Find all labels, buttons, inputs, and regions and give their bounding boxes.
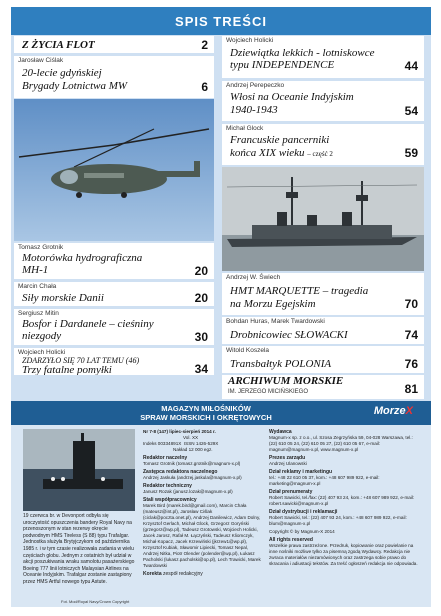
entry-page-number: 74 <box>404 328 418 342</box>
advertising: tel.: +48 22 610 05 37, kom.: +48 607 989 922, e-mail: marketing@magnum-x.pl <box>269 475 380 486</box>
entry-title-line: Transbałtyk POLONIA <box>230 358 332 370</box>
entry-title-line <box>230 147 333 160</box>
contributors: Marek Bird (marek.bird@gmail.com), Marcin Chała (mateusz@int.pl), Jarosław Ciślak (ciclak@poczta.onet.pl), Andrzej Danilewicz, Adam Dolny, Krzysztof Gerlach, Michał Glock, Grzegorz Goryński (grzegorz@wp.pl), Tadeusz Grotowski, Wojciech Holicki, Jacek Jarosz, Rafał M. Łączyński, Tadeusz Kliomczyk, Michał Kopacz, Jacek Krzewiński (jkrzew1@wp.pl), Krzysztof Kubiak, Sławomir Lipiecki, Tomasz Nepal, Andrzej Nitka, Piotr Olender (polender@wp.pl), Łukasz Pacholski (lukasz.pacholski@op.pl), Lech Trawicki, Marek Twardowski <box>143 503 261 568</box>
entry-page-number: 59 <box>404 146 418 160</box>
proofreading-label: Korekta <box>143 571 162 577</box>
entry-author: Andrzej W. Świech <box>226 274 281 281</box>
toc-entry-slowacki[interactable] <box>222 317 424 344</box>
photo-caption: 19 czerwca br. w Devonport odbyła się uroczystość opuszczenia bandery Royal Navy na przenoszonym w stan rezerwy okręcie podwodnym HMS Tireless (S 88) typu Trafalgar. Jednostka służyła Brytyjczykom od października 1985 r. i w tym czasie realizowała zadania w wielu częściach globu. Jednym z ostatnich był udział w akcji poszukiwania wraku samolotu pasażerskiego Boeing 777 linii lotniczych Malaysian Airlines na Oceanie Indyjskim. Trafalgar zostanie zastąpiony przez HMS Artful nowego typu Astute. <box>23 513 135 585</box>
ceo-heading: Prezes zarządu <box>269 455 306 461</box>
issn: ISSN 1426-529X <box>183 441 219 446</box>
helicopter-photo <box>14 99 214 241</box>
entry-title-text: końca XIX wieku <box>230 147 305 159</box>
entry-title: Z ŻYCIA FLOT <box>22 39 95 51</box>
proofreading-heading <box>143 571 261 577</box>
volume: Vol. XX <box>183 435 199 440</box>
magazine-name-line1: MAGAZYN MIŁOŚNIKÓW <box>161 404 251 413</box>
publisher: Magnum-x sp. z o.o., ul. Szosa Zegrzyńska 59, 04-028 Warszawa, tel.: (22) 610 05 24, (22) 610 05 27, (22) 610 05 67, e-mail: magnum@magnum-x.pl, www.magnum-x.pl <box>269 435 413 452</box>
entry-page-number: 44 <box>404 59 418 73</box>
entry-author: Wojciech Holicki <box>18 349 66 356</box>
entry-page-number: 20 <box>194 291 208 305</box>
entry-page-number: 70 <box>404 297 418 311</box>
entry-author: Bohdan Huras, Marek Twardowski <box>226 318 325 325</box>
entry-author: Tomasz Grotnik <box>18 244 64 251</box>
entry-title-line: HMT MARQUETTE – tragedia <box>230 285 369 297</box>
entry-title-line: na Morzu Egejskim <box>230 298 316 310</box>
toc-entry-independence[interactable] <box>222 36 424 78</box>
entry-subtitle: – część 2 <box>307 150 333 158</box>
toc-entry-motorowka[interactable] <box>14 243 214 279</box>
entry-title-line: Drobnicowiec SŁOWACKI <box>230 329 348 341</box>
toc-entry-polonia[interactable] <box>222 346 424 373</box>
toc-entry-marquette[interactable] <box>222 273 424 315</box>
entry-subtitle: IM. JERZEGO MICIŃSKIEGO <box>228 389 309 395</box>
toc-entry-pomylki[interactable] <box>14 348 214 375</box>
distribution: Robert Sawicki, tel.: (22) 407 93 24, kom.: +48 607 989 922, e-mail: blum@magnum-x.pl <box>269 515 407 526</box>
entry-title-line: Francuskie pancerniki <box>230 134 330 146</box>
circulation: Nakład 12 000 egz. <box>173 447 213 452</box>
photo-credit: Fot. Mod/Royal Navy/Crown Copyright <box>61 599 130 604</box>
entry-author: Sergiusz Mitin <box>18 310 59 317</box>
advertising-heading: Dział reklamy i marketingu <box>269 469 333 475</box>
entry-author: Wojciech Holicki <box>226 37 274 44</box>
editor-in-chief: Tomasz Grotnik (tomasz.grotnik@magnum-x.pl) <box>143 461 241 466</box>
publisher-heading: Wydawca <box>269 429 292 435</box>
logo-text: Morze <box>373 405 406 417</box>
entry-title-line: typu INDEPENDENCE <box>230 59 335 71</box>
deputy-editor: Andrzej Jaskuła (andrzej.jaskula@magnum-x.pl) <box>143 475 242 480</box>
toc-entry-brygada[interactable] <box>14 56 214 98</box>
toc-entry-dania[interactable] <box>14 282 214 306</box>
entry-title-line: Motorówka hydrograficzna <box>22 252 143 264</box>
entry-title-line: 20-lecie gdyńskiej <box>22 67 102 79</box>
distribution-heading: Dział dystrybucji i reklamacji <box>269 509 338 515</box>
entry-page-number: 54 <box>404 104 418 118</box>
technical-editor-heading: Redaktor techniczny <box>143 483 192 489</box>
rights: Wszelkie prawa zastrzeżone. Przedruk, kopiowanie oraz powielanie na inne nośniki możliwe tylko za pisemną zgodą Wydawcy. Redakcja nie zwraca materiałów niezamówionych oraz zastrzega sobie prawo do skracania i adiustacji tekstów. Za treść ogłoszeń redakcja nie odpowiada. <box>269 543 418 566</box>
submarine-photo <box>23 429 135 511</box>
magazine-name-line2: SPRAW MORSKICH I OKRĘTOWYCH <box>140 413 272 422</box>
subscription: Robert Sawicki, tel./fax: (22) 407 93 24, kom.: +48 607 989 922, e-mail: robert.sawicki@magnum-x.pl <box>269 495 415 506</box>
editor-in-chief-heading: Redaktor naczelny <box>143 455 188 461</box>
entry-title-line: Włosi na Oceanie Indyjskim <box>230 91 354 103</box>
entry-page-number: 34 <box>194 362 208 375</box>
magazine-logo <box>374 405 413 417</box>
entry-title-line: 1940-1943 <box>230 104 278 116</box>
entry-page-number: 30 <box>194 330 208 344</box>
entry-title-line: Dziewiątka lekkich - lotniskowce <box>230 47 375 59</box>
entry-page-number: 2 <box>201 38 208 52</box>
toc-entry-z-zycia-flot[interactable] <box>14 36 214 53</box>
toc-entry-archiwum[interactable] <box>222 375 424 399</box>
entry-author: Jarosław Ciślak <box>18 57 64 64</box>
toc-entry-pancerniki[interactable] <box>222 124 424 165</box>
entry-title-line: ZDARZYŁO SIĘ 70 LAT TEMU (46) <box>22 356 140 365</box>
magazine-banner <box>11 401 431 425</box>
toc-entry-wlosi[interactable] <box>222 81 424 121</box>
index-number: Indeks 00334891X <box>143 441 182 446</box>
entry-title-line: Brygady Lotnictwa MW <box>22 80 128 92</box>
toc-entry-bosfor[interactable] <box>14 309 214 345</box>
subscription-heading: Dział prenumeraty <box>269 489 313 495</box>
entry-title-line: Trzy fatalne pomyłki <box>22 364 112 375</box>
entry-title-line: Bosfor i Dardanele – cieśniny <box>22 318 154 330</box>
entry-title: ARCHIWUM MORSKIE <box>228 375 344 387</box>
copyright: Copyright © by Magnum-X 2014 <box>269 529 335 534</box>
entry-title-line: niezgody <box>22 330 62 342</box>
issue-line: Nr 7-8 (147) lipiec-sierpień 2014 r. <box>143 429 216 434</box>
entry-page-number: 6 <box>201 80 208 94</box>
contributors-heading: Stali współpracownicy <box>143 497 197 503</box>
entry-author: Michał Glock <box>226 125 264 132</box>
publisher-info <box>269 429 419 567</box>
ceo: Andrzej Ulanowski <box>269 461 307 466</box>
technical-editor: Janusz Rozak (janusz.lozak@magnum-x.pl) <box>143 489 233 494</box>
logo-x: X <box>405 405 413 417</box>
entry-page-number: 81 <box>404 382 418 396</box>
battleship-photo <box>222 167 424 271</box>
entry-page-number: 20 <box>194 264 208 278</box>
issue-info <box>143 429 261 577</box>
entry-title-line: Siły morskie Danii <box>22 292 104 304</box>
entry-author: Marcin Chała <box>18 283 57 290</box>
page-title: SPIS TREŚCI <box>11 7 431 35</box>
entry-author: Andrzej Perepeczko <box>226 82 285 89</box>
entry-author: Witold Koszela <box>226 347 269 354</box>
rights-heading: All rights reserved <box>269 537 313 543</box>
proofreading: zespół redakcyjny <box>163 571 203 577</box>
entry-title-line: MH-1 <box>22 264 49 276</box>
deputy-editor-heading: Zastępca redaktora naczelnego <box>143 469 218 475</box>
magazine-page <box>11 7 431 607</box>
entry-page-number: 76 <box>404 357 418 371</box>
imprint-section <box>11 401 431 607</box>
